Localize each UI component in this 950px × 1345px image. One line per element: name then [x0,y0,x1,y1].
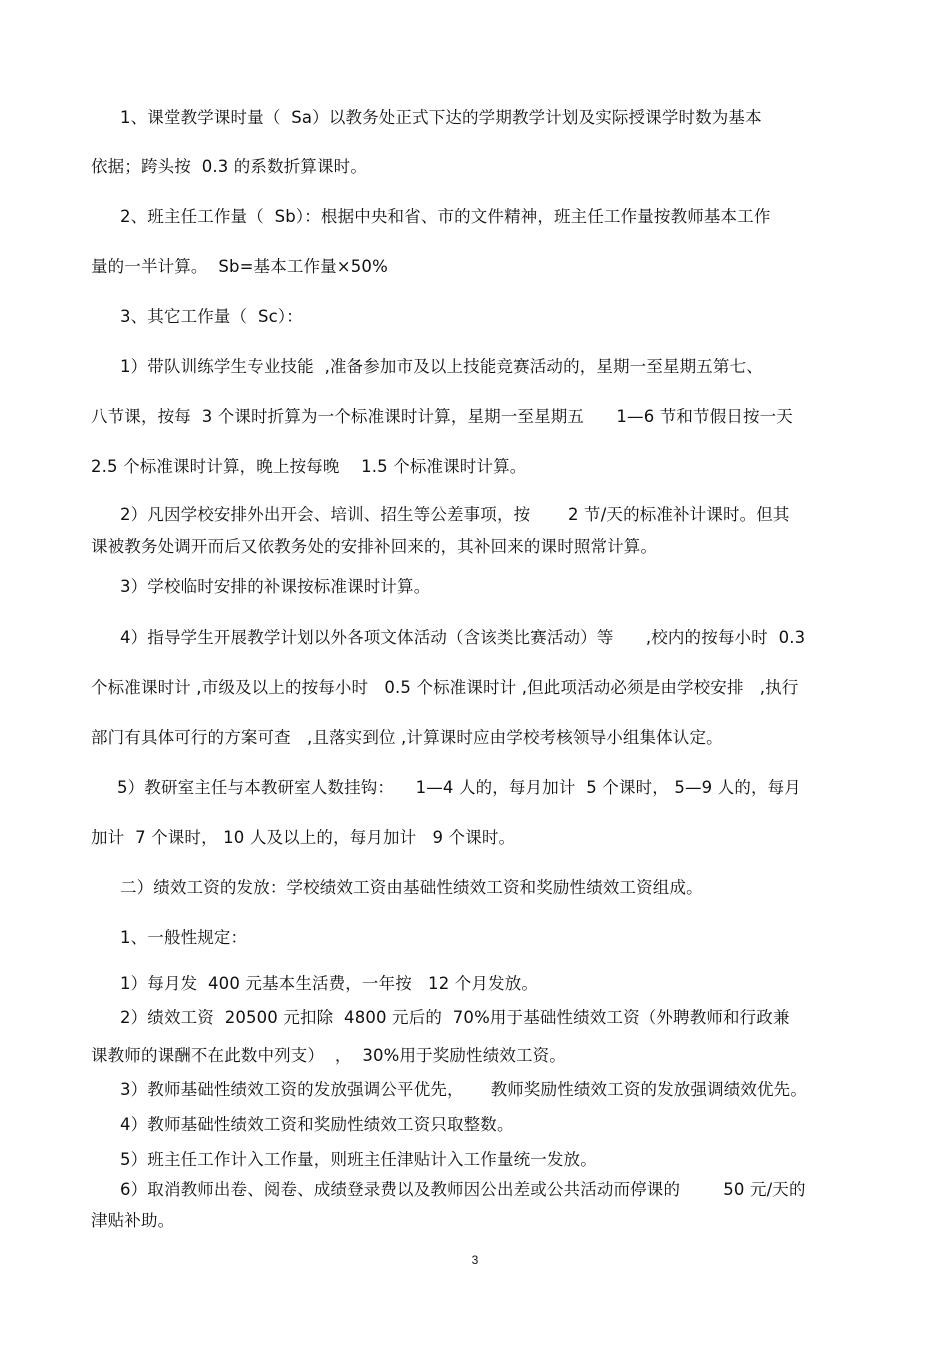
text-line-23: 4）教师基础性绩效工资和奖励性绩效工资只取整数。 [120,1115,514,1134]
text-line-8: 2.5 个标准课时计算，晚上按每晚 1.5 个标准课时计算。 [91,457,527,476]
text-line-4: 量的一半计算。 Sb=基本工作量×50% [91,257,388,276]
text-line-10: 课被教务处调开而后又依教务处的安排补回来的，其补回来的课时照常计算。 [91,537,658,556]
text-line-3: 2、班主任工作量（ Sb）：根据中央和省、市的文件精神，班主任工作量按教师基本工作 [120,207,771,226]
text-line-25: 6）取消教师出卷、阅卷、成绩登录费以及教师因公出差或公共活动而停课的 50 元/天的 [120,1180,806,1199]
text-line-15: 5）教研室主任与本教研室人数挂钩： 1—4 人的，每月加计 5 个课时， 5—9 人的，每月 [117,778,801,797]
text-line-20: 2）绩效工资 20500 元扣除 4800 元后的 70%用于基础性绩效工资（外聘教师和行政兼 [120,1008,790,1027]
text-line-16: 加计 7 个课时， 10 人及以上的，每月加计 9 个课时。 [91,828,516,847]
text-line-21: 课教师的课酬不在此数中列支） ， 30%用于奖励性绩效工资。 [91,1046,566,1065]
text-line-14: 部门有具体可行的方案可查 ,且落实到位 ,计算课时应由学校考核领导小组集体认定。 [91,728,723,747]
text-line-2: 依据；跨头按 0.3 的系数折算课时。 [91,157,367,176]
text-line-12: 4）指导学生开展教学计划以外各项文体活动（含该类比赛活动）等 ,校内的按每小时 0.3 [120,628,806,647]
text-line-19: 1）每月发 400 元基本生活费，一年按 12 个月发放。 [120,974,539,993]
text-line-1: 1、课堂教学课时量（ Sa）以教务处正式下达的学期教学计划及实际授课学时数为基本 [120,108,762,127]
text-line-11: 3）学校临时安排的补课按标准课时计算。 [120,577,431,596]
text-line-18: 1、一般性规定： [120,928,248,947]
text-line-26: 津贴补助。 [91,1211,175,1230]
text-line-5: 3、其它工作量（ Sc）： [120,307,303,326]
text-line-9: 2）凡因学校安排外出开会、培训、招生等公差事项，按 2 节/天的标准补计课时。但其 [120,505,790,524]
page-number: 3 [471,1253,479,1267]
text-line-17: 二）绩效工资的发放：学校绩效工资由基础性绩效工资和奖励性绩效工资组成。 [120,878,703,897]
text-line-7: 八节课，按每 3 个课时折算为一个标准课时计算，星期一至星期五 1—6 节和节假日按一天 [91,407,793,426]
text-line-22: 3）教师基础性绩效工资的发放强调公平优先， 教师奖励性绩效工资的发放强调绩效优先。 [120,1080,807,1099]
text-line-13: 个标准课时计 ,市级及以上的按每小时 0.5 个标准课时计 ,但此项活动必须是由学校安排 ,执行 [91,678,799,697]
text-line-24: 5）班主任工作计入工作量，则班主任津贴计入工作量统一发放。 [120,1150,597,1169]
text-line-6: 1）带队训练学生专业技能 ,准备参加市及以上技能竞赛活动的，星期一至星期五第七、 [120,357,763,376]
